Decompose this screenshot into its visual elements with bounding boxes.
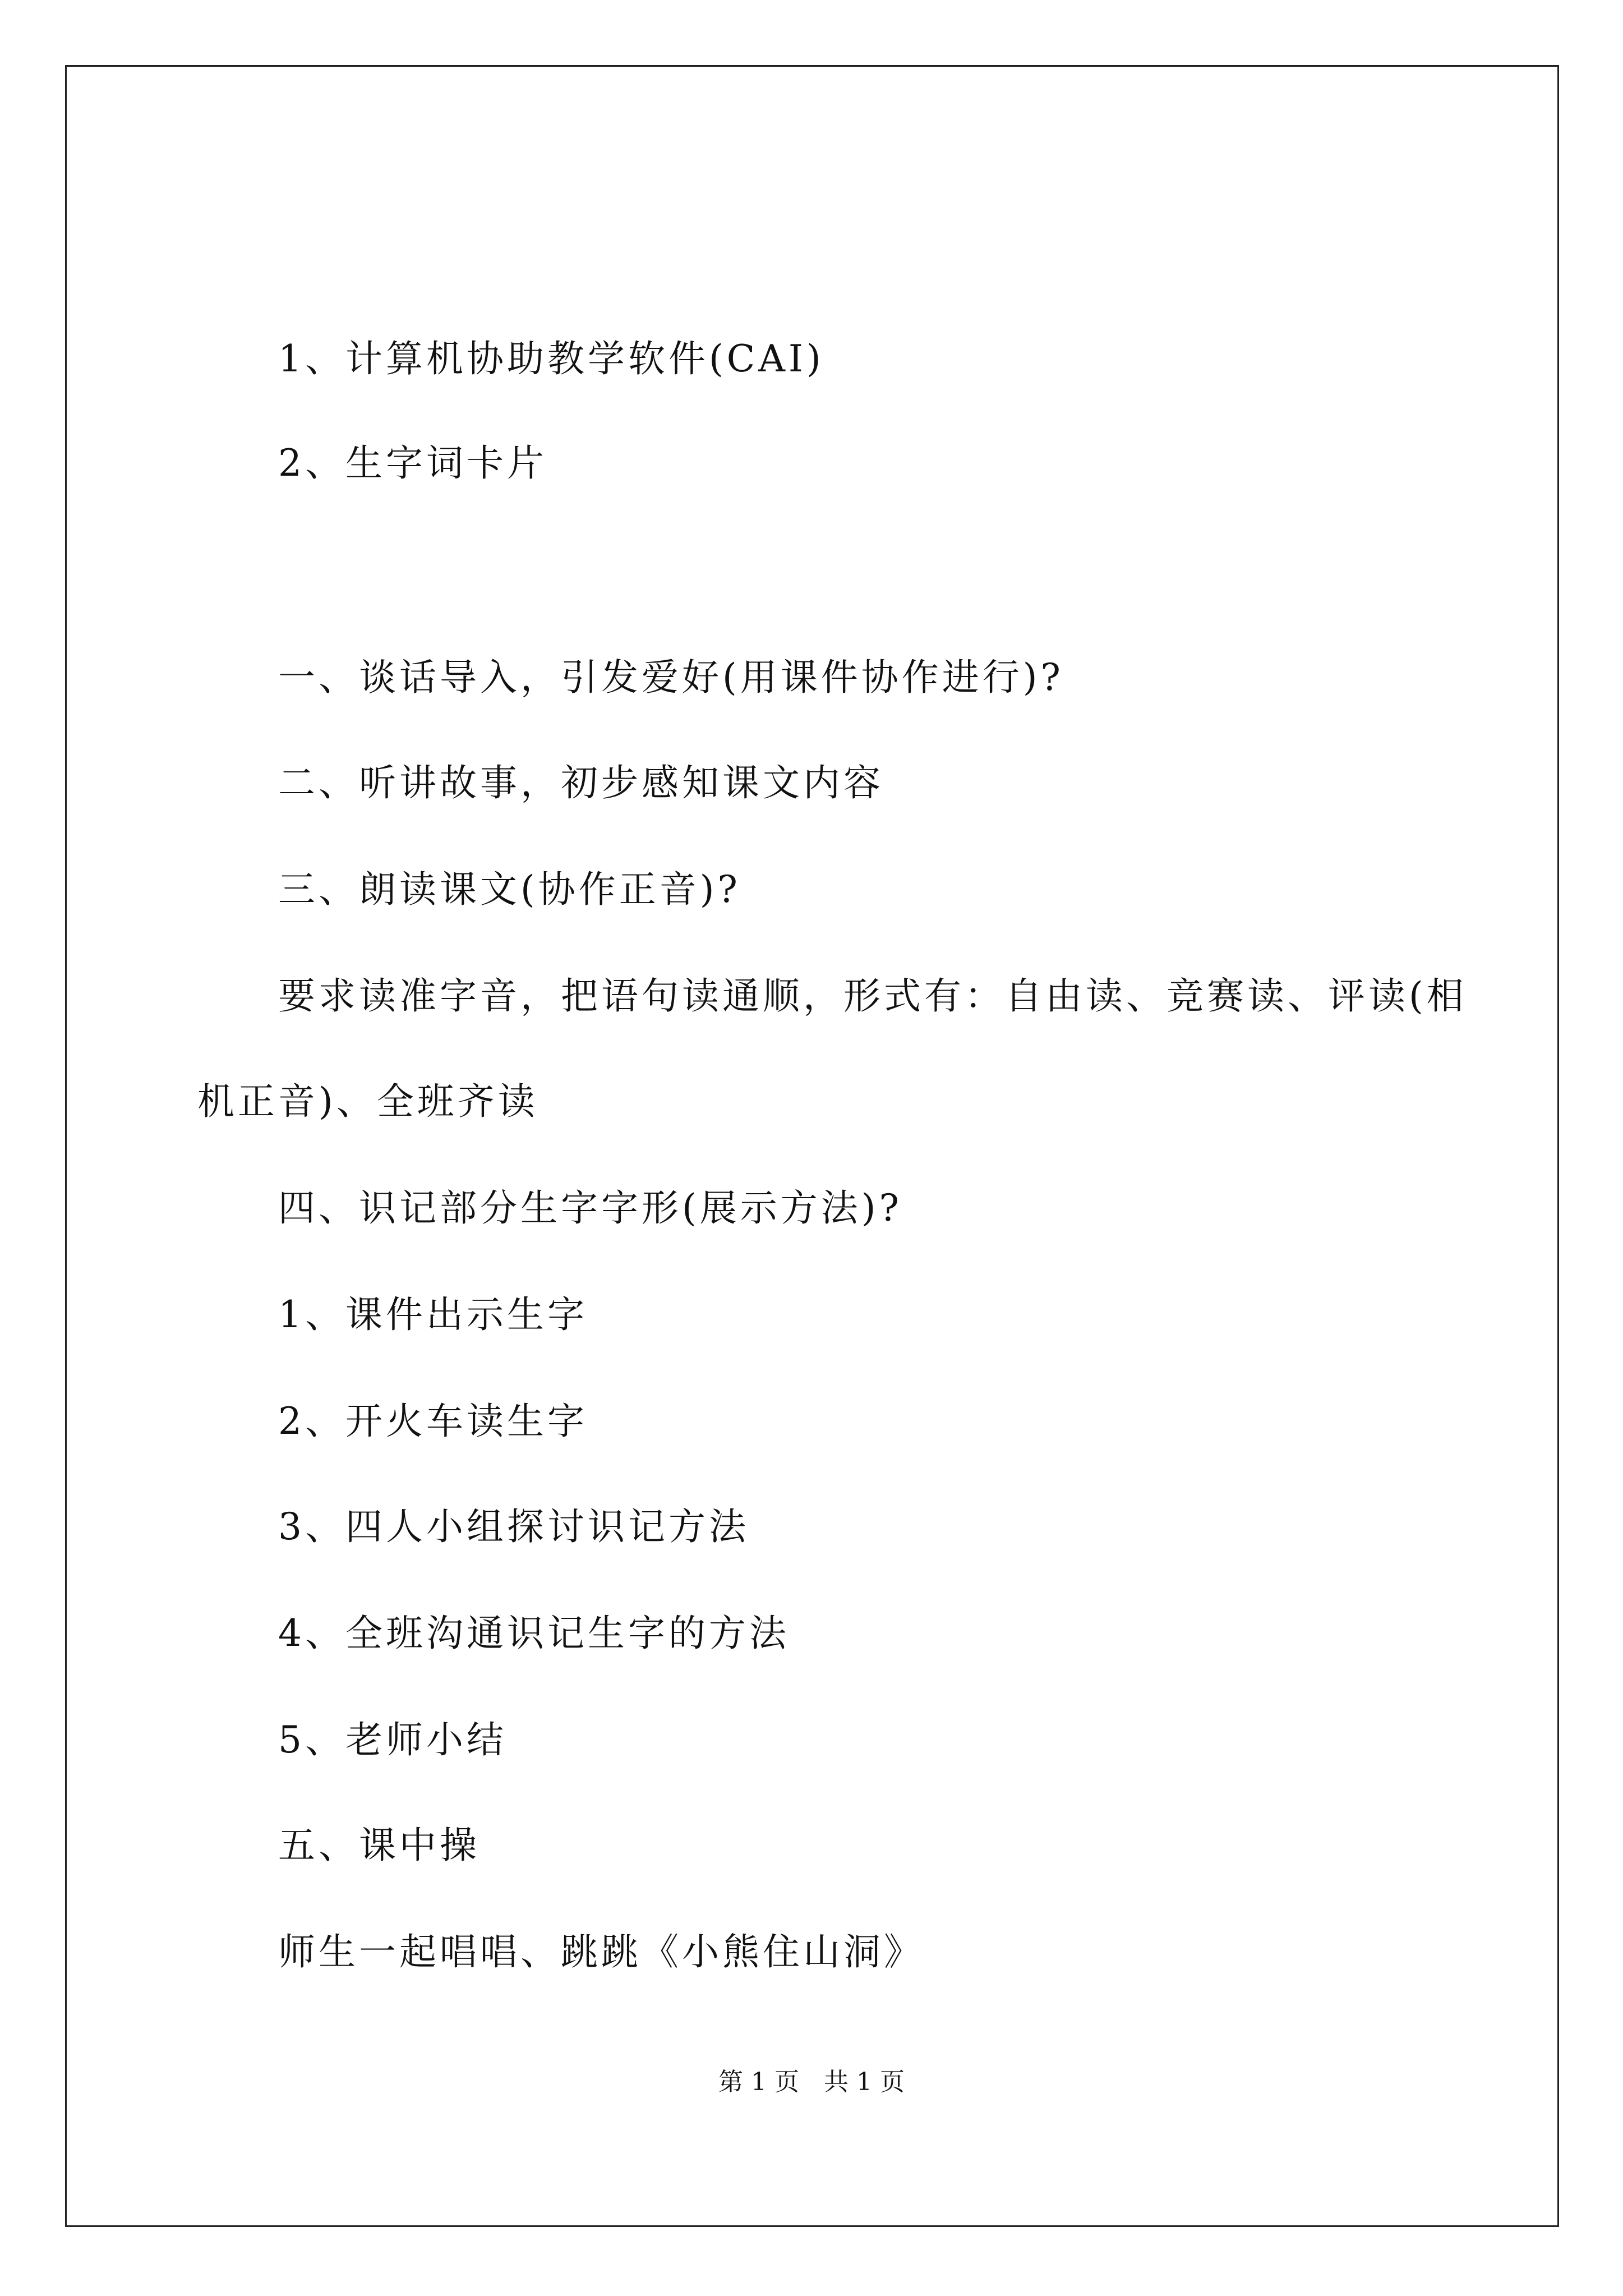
doc-line-section-2: 二、听讲故事，初步感知课文内容: [278, 761, 884, 804]
doc-line-step-2: 2、开火车读生字: [278, 1400, 588, 1443]
doc-line-reading-requirement: 要求读准字音，把语句读通顺，形式有：自由读、竞赛读、评读(相: [278, 974, 1467, 1018]
doc-line-step-1: 1、课件出示生字: [278, 1293, 588, 1336]
doc-line-step-3: 3、四人小组探讨识记方法: [278, 1505, 749, 1548]
doc-line-step-4: 4、全班沟通识记生字的方法: [278, 1612, 790, 1655]
doc-line-materials-2: 2、生字词卡片: [278, 441, 547, 485]
doc-line-section-4: 四、识记部分生字字形(展示方法)?: [278, 1186, 902, 1230]
doc-line-reading-requirement-cont: 机正音)、全班齐读: [197, 1080, 538, 1123]
doc-line-step-5: 5、老师小结: [278, 1718, 507, 1761]
doc-line-section-5: 五、课中操: [278, 1824, 480, 1867]
doc-line-section-3: 三、朗读课文(协作正音)?: [278, 868, 741, 911]
doc-line-materials-1: 1、计算机协助教学软件(CAI): [278, 337, 824, 380]
doc-line-activity: 师生一起唱唱、跳跳《小熊住山洞》: [278, 1930, 924, 1973]
page-number-footer: 第 1 页 共 1 页: [718, 2068, 905, 2096]
doc-line-section-1: 一、谈话导入，引发爱好(用课件协作进行)?: [278, 656, 1064, 699]
page-frame: [65, 65, 1559, 2227]
